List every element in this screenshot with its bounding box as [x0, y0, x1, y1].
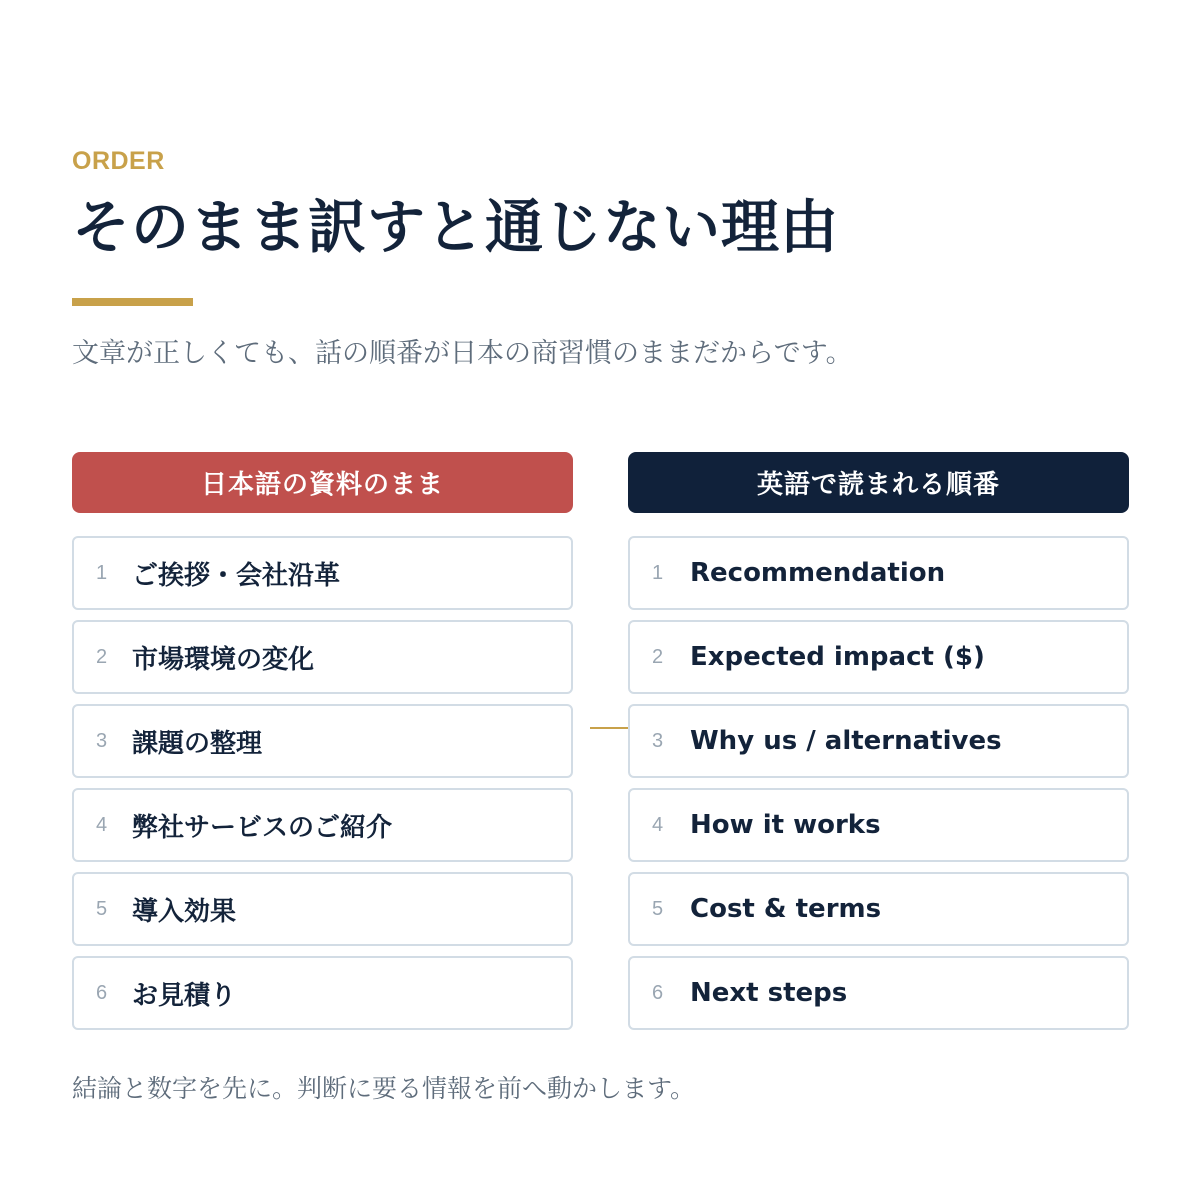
japanese-order-item-5	[72, 872, 573, 946]
item-label: Expected impact ($)	[690, 642, 985, 672]
item-number: 1	[652, 561, 664, 584]
japanese-order-item-6	[72, 956, 573, 1030]
japanese-order-item-3	[72, 704, 573, 778]
item-label: Cost & terms	[690, 894, 882, 924]
item-number: 4	[652, 813, 664, 836]
english-order-header: 英語で読まれる順番	[628, 452, 1129, 513]
footer-note: 結論と数字を先に。判断に要る情報を前へ動かします。	[72, 1074, 696, 1103]
item-number: 6	[96, 981, 108, 1004]
item-label: Why us / alternatives	[690, 726, 1002, 756]
item-number: 5	[652, 897, 664, 920]
eyebrow-label: ORDER	[72, 147, 165, 175]
item-number: 2	[652, 645, 664, 668]
item-label: How it works	[690, 810, 881, 840]
japanese-order-header: 日本語の資料のまま	[72, 452, 573, 513]
accent-divider	[72, 298, 193, 306]
english-order-item-4	[628, 788, 1129, 862]
item-label: Recommendation	[690, 558, 946, 588]
japanese-order-item-2	[72, 620, 573, 694]
item-number: 3	[96, 729, 108, 752]
item-number: 3	[652, 729, 664, 752]
english-order-column	[628, 452, 1129, 1030]
item-number: 6	[652, 981, 664, 1004]
english-order-item-3	[628, 704, 1129, 778]
japanese-order-item-1	[72, 536, 573, 610]
page-subtitle: 文章が正しくても、話の順番が日本の商習慣のままだからです。	[72, 338, 853, 369]
english-order-item-6	[628, 956, 1129, 1030]
item-number: 2	[96, 645, 108, 668]
item-label: ご挨拶・会社沿革	[132, 560, 341, 591]
english-order-item-1	[628, 536, 1129, 610]
item-number: 4	[96, 813, 108, 836]
item-number: 5	[96, 897, 108, 920]
page-title: そのまま訳すと通じない理由	[72, 193, 840, 261]
item-label: 弊社サービスのご紹介	[132, 812, 393, 843]
japanese-order-column	[72, 452, 573, 1030]
item-label: 市場環境の変化	[132, 644, 315, 675]
japanese-order-item-4	[72, 788, 573, 862]
item-label: Next steps	[690, 978, 848, 1008]
item-label: 導入効果	[132, 896, 237, 927]
english-order-item-2	[628, 620, 1129, 694]
item-number: 1	[96, 561, 108, 584]
item-label: 課題の整理	[132, 728, 263, 759]
item-label: お見積り	[132, 980, 237, 1011]
english-order-item-5	[628, 872, 1129, 946]
